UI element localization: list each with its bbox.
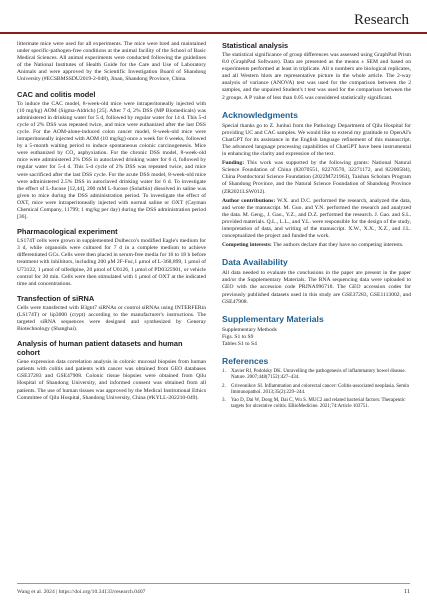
reference-text: Grivennikov SI. Inflammation and colorectal cancer: Colitis-associated neoplasia. Semin Immunopathol. 2013;35(2):229–244. <box>231 383 410 395</box>
pharm-paragraph: LS174T cells were grown in supplemented Dulbecco's modified Eagle's medium for 3 d, while organoids were cultured for 7 d in a complete medium to achieve differentiated GCs. Cells were then placed in serum-free media for 16 to 18 h before treatment with inhibitors, including 200 μM 2F-Fuc,1 μmol of L-368,899, 1 μmol of U73122, 1 μmol of nifedipine, 20 μmol of U0126, 1 μmol of PD0325901, or vehicle control for 30 min. Cells were then stimulated with 1 μmol of OXT at the indicated time and concentrations. <box>17 238 206 287</box>
supplementary-list <box>222 327 411 348</box>
contrib-label: Author contributions: <box>222 197 276 204</box>
funding-text: This work was supported by the following grants: National Natural Science Foundation of China (82070551, 82270570, 32271172, and 82200584), China Postdoctoral Science Foundation (2022M721963), Taishan Scholars Program of Shandong Province, and the Natural Science Foundation of Shandong Province (ZR2021LSW012). <box>222 160 411 195</box>
data-availability-heading: Data Availability <box>222 257 288 268</box>
reference-item <box>222 369 411 382</box>
cac-heading: CAC and colitis model <box>17 89 96 99</box>
journal-title: Research <box>354 12 409 28</box>
reference-number: 2. <box>222 383 226 389</box>
footer-divider <box>17 583 410 584</box>
supplementary-item[interactable]: Figs. S1 to S9 <box>222 333 254 340</box>
footer-citation <box>17 589 145 595</box>
pharm-heading: Pharmacological experiment <box>17 227 118 237</box>
data-availability-paragraph: All data needed to evaluate the conclusions in the paper are present in the paper and/or the Supplementary Materials. The RNA sequencing data were uploaded to GEO with the accession code PRJNA996718. The GEO accession codes for previously published datasets used in this study are GSE37283, GSE1113002, and GSE47908. <box>222 270 411 305</box>
reference-item <box>222 398 411 411</box>
right-column <box>222 41 411 413</box>
transfection-heading: Transfection of siRNA <box>17 293 95 303</box>
competing-label: Competing interests: <box>222 242 272 249</box>
funding-paragraph <box>222 160 411 195</box>
citation-prefix: Wang et al. 2024 | <box>17 589 59 595</box>
references-heading: References <box>222 356 269 366</box>
page-number: 11 <box>403 588 410 595</box>
stat-paragraph: The statistical significance of group differences was assessed using GraphPad Prism 8.0 (GraphPad Software). Data are presented as the means ± SEM and based on experiments performed at least in triplicate. All n numbers are biological replicates, and all Western blots are representative picture in the whole article. The 2-way analysis of variance (ANOVA) test was used for the comparison between the 2 samples, and the unpaired Student's t test was used for the comparison between the 2 groups. A P value of less than 0.05 was considered statistically significant. <box>222 52 411 101</box>
reference-number: 1. <box>222 369 226 374</box>
competing-text: The authors declare that they have no competing interests. <box>273 242 404 249</box>
contrib-text: W.X. and D.C. performed the research, analyzed the data, and wrote the manuscript. M. Guo. and Y.N. performed the research and analyzed the data. M. Geng., J. Gao., Y.Z., and D.Z. performed the research. J. Gao. and S.L. provided materials. Q.L., L.L., and Y.L. were responsible for the design of the study, interpretation of data, and writing of the manuscript. X.W., X.X., X.Z., and J.L. conceptualized the project and funded the work. <box>222 197 412 240</box>
reference-text: Yao D, Dai W, Dong M, Dai C, Wu S. MUC2 and related bacterial factors: Therapeutic targets for ulcerative colitis. EBioMedicine. 2021;74:Article 103751. <box>231 398 406 410</box>
supplementary-item[interactable]: Tables S1 to S4 <box>222 340 257 347</box>
ack-paragraph: Special thanks go to Z. Junhui from the Pathology Department of Qilu Hospital for providing UC and CAC samples. We would like to extend my gratitude to OpenAI's ChatGPT for its assistance in the English language refinement of this manuscript. The advanced language processing capabilities of ChatGPT have been instrumental in enhancing the clarity and expression of the text. <box>222 122 411 158</box>
analysis-paragraph: Gene expression data correlation analysis in colonic mucosal biopsies from human patients with colitis and patients with cancer was obtained from GEO databases GSE37283 and GSE47908. Colonic tissue biopsies were obtained from Qilu Hospital of Shandong University, and informed consent was obtained from all patients. The use of human tissues was approved by the Medical Institutional Ethics Committee of Qilu Hospital, Shandong University, China (#KYLL-202210-049). <box>17 359 206 401</box>
cac-paragraph: To induce the CAC model, 8-week-old mice were intraperitoneally injected with (10 mg/kg) AOM (Sigma-Aldrich) [25]. After 7 d, 2% DSS (MP Biomedicals) was administered in drinking water for 5 d, followed by regular water for 14 d. This 5-d cycle of 2% DSS was repeated twice, and mice were euthanized after the last DSS cycle. For the AOM-alone-induced colon cancer model, 8-week-old mice were intraperitoneally injected with AOM (10 mg/kg) once a week for 6 weeks, followed by a 5-month waiting period to induce spontaneous colonic carcinogenesis. Mice were euthanized by CO₂ asphyxiation. For the chronic DSS model, 8-week-old mice were administered 2% DSS in autoclaved drinking water for 6 d, followed by regular water for 5-4 d. This 5-d cycle of 2% DSS was repeated twice, and mice were sacrificed after the last DSS cycle. For the acute DSS model, 8-week-old mice were administered 2.5% DSS in autoclaved drinking water for 6 d. To investigate the effect of L-fucose [12,44], 200 mM L-fucose (Solarbio) dissolved in saline was given to mice during the DSS administration period. To investigate the effect of OXT, mice were intraperitoneally injected with normal saline or OXT (Cayman Chemical Company, 11799; 1 mg/kg per day) during the DSS administration period [36]. <box>17 100 206 221</box>
header-divider <box>0 32 427 34</box>
ack-heading: Acknowledgments <box>222 109 298 120</box>
funding-label: Funding: <box>222 160 245 167</box>
left-column <box>17 41 206 404</box>
supplementary-item[interactable]: Supplementary Methods <box>222 326 277 333</box>
competing-paragraph <box>222 242 411 249</box>
reference-item <box>222 384 411 397</box>
transfection-paragraph: Cells were transfected with B3gnt7 siRNAs or control siRNAs using INTERFERin (LS174T) or lip3000 (crypt) according to the manufacturer's instructions. The targeted siRNA sequences were designed and synthesized by Generay Biotechnology (Shanghai). <box>17 304 206 333</box>
supplementary-heading: Supplementary Materials <box>222 313 324 324</box>
stat-heading: Statistical analysis <box>222 41 289 50</box>
reference-number: 3. <box>222 398 226 404</box>
analysis-heading: Analysis of human patient datasets and human cohort <box>17 339 183 358</box>
reference-text: Xavier RJ, Podolsky DK. Unravelling the pathogenesis of inflammatory bowel disease. Nature. 2007;448(7152):427–434. <box>231 369 406 381</box>
doi-link[interactable]: https://doi.org/10.34133/research.0407 <box>58 589 146 595</box>
references-list <box>222 369 411 411</box>
contrib-paragraph <box>222 198 411 241</box>
intro-paragraph: littermate mice were used for all experiments. The mice were bred and maintained under specific-pathogen-free conditions at the animal facility of the School of Basic Medical Sciences. All animal experiments were conducted following the guidelines of the National Institutes of Health Guide for the Care and Use of Laboratory Animals and were approved by the Scientific Investigation Board of Shandong University (#ECSBMSSDU2019-2-048), Jinan, Shandong Province, China. <box>17 41 206 83</box>
